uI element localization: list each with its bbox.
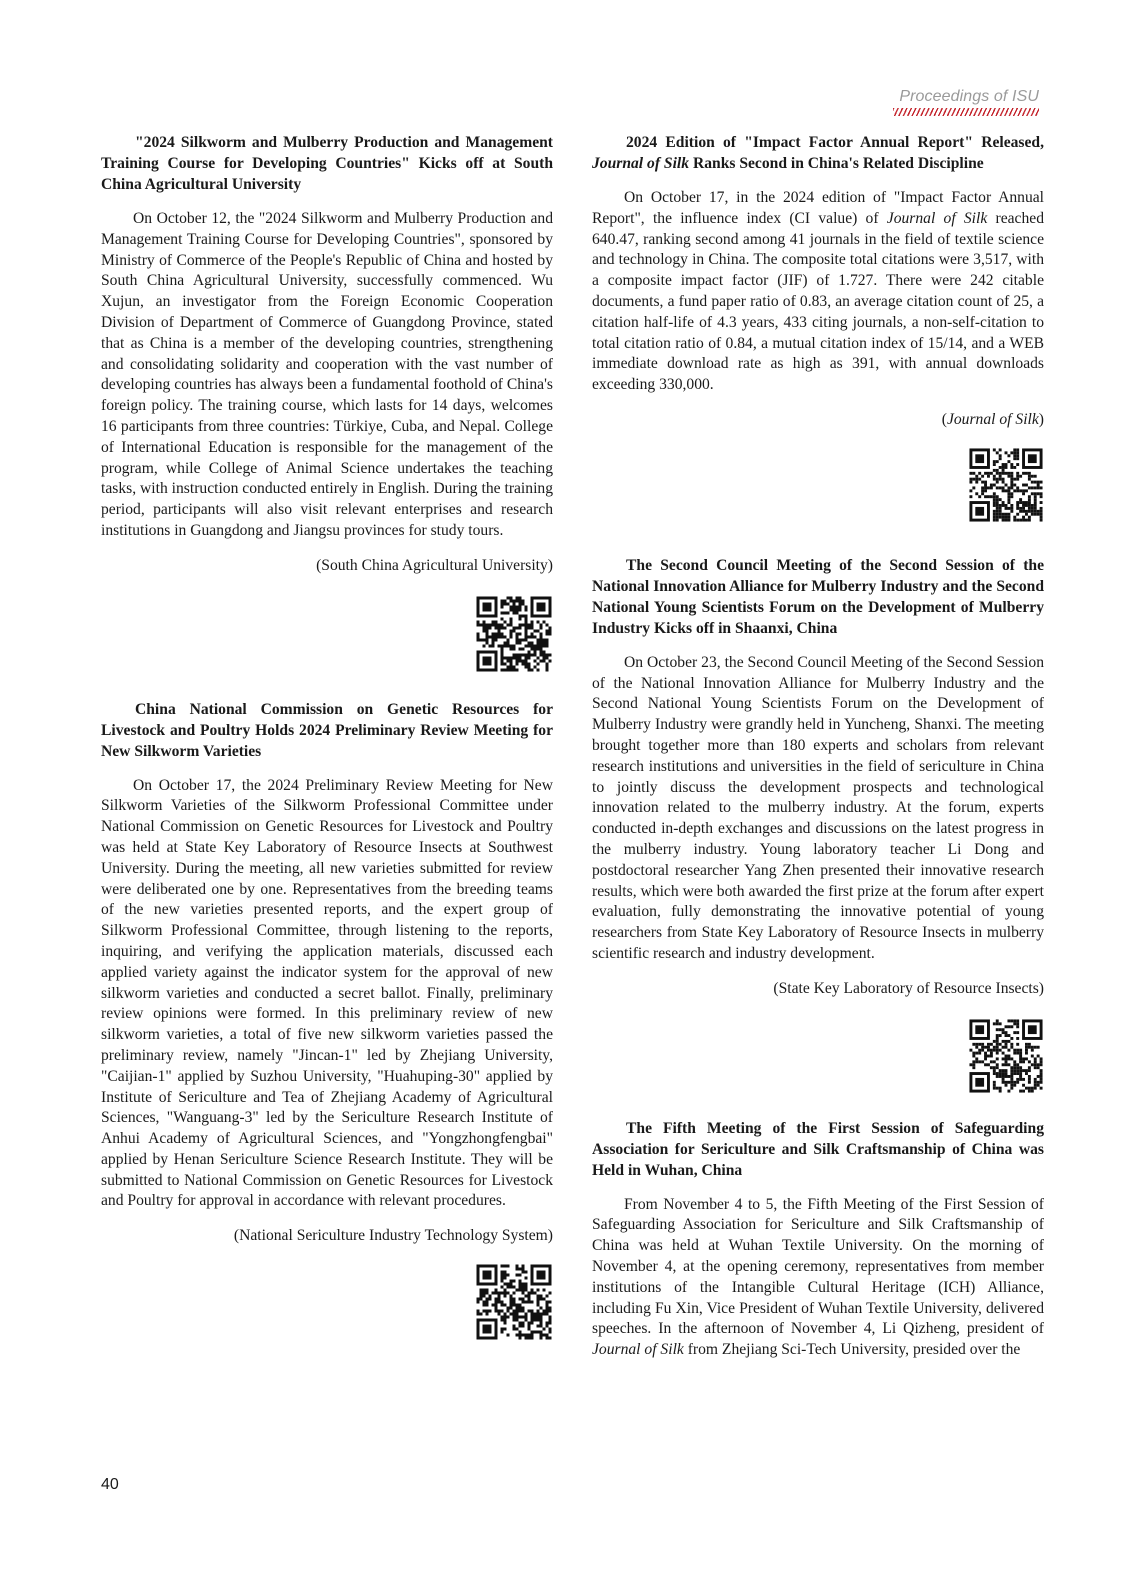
page-number: 40 xyxy=(101,1476,119,1493)
article-source: (National Sericulture Industry Technology System) xyxy=(233,1227,553,1245)
article-source: (State Key Laboratory of Resource Insects) xyxy=(773,979,1044,997)
article-source: (South China Agricultural University) xyxy=(316,556,553,574)
article-safeguarding-association xyxy=(592,1118,1044,1361)
article-title: The Fifth Meeting of the First Session of Safeguarding Association for Sericulture and Silk Craftsmanship of China was Held in Wuhan, China xyxy=(592,1119,1044,1179)
article-body: On October 17, in the 2024 edition of "Impact Factor Annual Report", the influence index (CI value) of Journal of Silk reached 640.47, ranking second among 41 journals in the field of textile science and technology in China. The composite total citations were 3,517, with a composite impact factor (JIF) of 1.727. There were 242 citable documents, a fund paper ratio of 0.83, an average citation count of 25, a citation half-life of 4.3 years, 433 citing journals, a non-self-citation to total citation ratio of 0.84, a mutual citation index of 15/14, and a WEB immediate download rate as high as 391, with annual downloads exceeding 330,000. xyxy=(592,189,1044,394)
qr-code xyxy=(968,447,1044,523)
article-council-meeting xyxy=(592,555,1044,1094)
article-body: On October 23, the Second Council Meeting of the Second Session of the National Innovation Alliance for Mulberry Industry and the Second National Young Scientists Forum on the Development of Mulberry Industry were grandly held in Yuncheng, Shanxi. The meeting brought together more than 180 experts and scholars from relevant research institutions and universities in the field of sericulture in China to jointly discuss the development prospects and technological innovation related to the mulberry industry. At the forum, experts conducted in-depth exchanges and discussions on the latest progress in the mulberry industry. Young laboratory teacher Li Dong and postdoctoral researcher Yang Zhen presented their innovative research results, which were both awarded the first prize at the forum after expert evaluation, fully demonstrating the innovative potential of young researchers from State Key Laboratory of Resource Insects in mulberry scientific research and industry development. xyxy=(592,653,1044,962)
article-title: China National Commission on Genetic Resources for Livestock and Poultry Holds 2024 Preliminary Review Meeting for New Silkworm Varieties xyxy=(101,700,553,760)
article-training-course xyxy=(101,132,553,673)
article-source: (Journal of Silk) xyxy=(941,410,1044,428)
qr-code xyxy=(475,1263,553,1341)
qr-code xyxy=(968,1018,1044,1094)
article-body: On October 12, the "2024 Silkworm and Mulberry Production and Management Training Course for Developing Countries", sponsored by Ministry of Commerce of the People's Republic of China and hosted by South China Agricultural University, successfully commenced. Wu Xujun, an investigator from the Foreign Economic Cooperation Division of Department of Commerce of Guangdong Province, stated that as China is a member of the developing countries, strengthening and consolidating solidarity and cooperation with the vast number of developing countries has always been a fundamental foothold of China's foreign policy. The training course, which lasts for 14 days, welcomes 16 participants from three countries: Türkiye, Cuba, and Nepal. College of International Education is responsible for the management of the program, while College of Animal Science undertakes the teaching tasks, with instruction conducted entirely in English. During the training period, participants will also visit relevant enterprises and research institutions in Guangdong and Jiangsu provinces for study tours. xyxy=(101,210,553,539)
article-impact-factor xyxy=(592,132,1044,523)
article-preliminary-review xyxy=(101,699,553,1342)
header-stripe xyxy=(893,108,1039,116)
left-column xyxy=(101,132,553,1341)
article-body: From November 4 to 5, the Fifth Meeting of the First Session of Safeguarding Association for Sericulture and Silk Craftsmanship of China was held at Wuhan Textile University. On the morning of November 4, at the opening ceremony, representatives from member institutions of the Intangible Cultural Heritage (ICH) Alliance, including Fu Xin, Vice President of Wuhan Textile University, delivered speeches. In the afternoon of November 4, Li Qizheng, president of Journal of Silk from Zhejiang Sci-Tech University, presided over the xyxy=(592,1195,1044,1359)
right-column xyxy=(592,132,1044,1361)
journal-title: Proceedings of ISU xyxy=(899,88,1039,105)
journal-header xyxy=(893,88,1039,116)
qr-code xyxy=(475,595,553,673)
article-title: "2024 Silkworm and Mulberry Production and Management Training Course for Developing Countries" Kicks off at South China Agricultural University xyxy=(101,134,553,193)
article-title: The Second Council Meeting of the Second Session of the National Innovation Alliance for Mulberry Industry and the Second National Young Scientists Forum on the Development of Mulberry Industry Kicks off in Shaanxi, China xyxy=(592,556,1044,637)
article-title: 2024 Edition of "Impact Factor Annual Report" Released, Journal of Silk Ranks Second in China's Related Discipline xyxy=(592,134,1044,172)
article-body: On October 17, the 2024 Preliminary Review Meeting for New Silkworm Varieties of the Silkworm Professional Committee under National Commission on Genetic Resources for Livestock and Poultry was held at State Key Laboratory of Resource Insects at Southwest University. During the meeting, all new varieties submitted for review were deliberated one by one. Representatives from the breeding teams of the new varieties presented reports, and the expert group of Silkworm Professional Committee, through listening to the reports, inquiring, and verifying the application materials, discussed each applied variety against the indicator system for the approval of new silkworm varieties and conducted a secret ballot. Finally, preliminary review opinions were formed. In this preliminary review of new silkworm varieties, a total of five new silkworm varieties passed the preliminary review, namely "Jincan-1" led by Zhejiang University, "Caijian-1" applied by Suzhou University, "Huahuping-30" applied by Institute of Sericulture and Tea of Zhejiang Academy of Agricultural Sciences, "Wanguang-3" led by the Sericulture Research Institute of Anhui Academy of Agricultural Sciences, and "Yongzhongfengbai" applied by Henan Sericulture Science Research Institute. They will be submitted to National Commission on Genetic Resources for Livestock and Poultry for approval in accordance with relevant procedures. xyxy=(101,776,553,1210)
